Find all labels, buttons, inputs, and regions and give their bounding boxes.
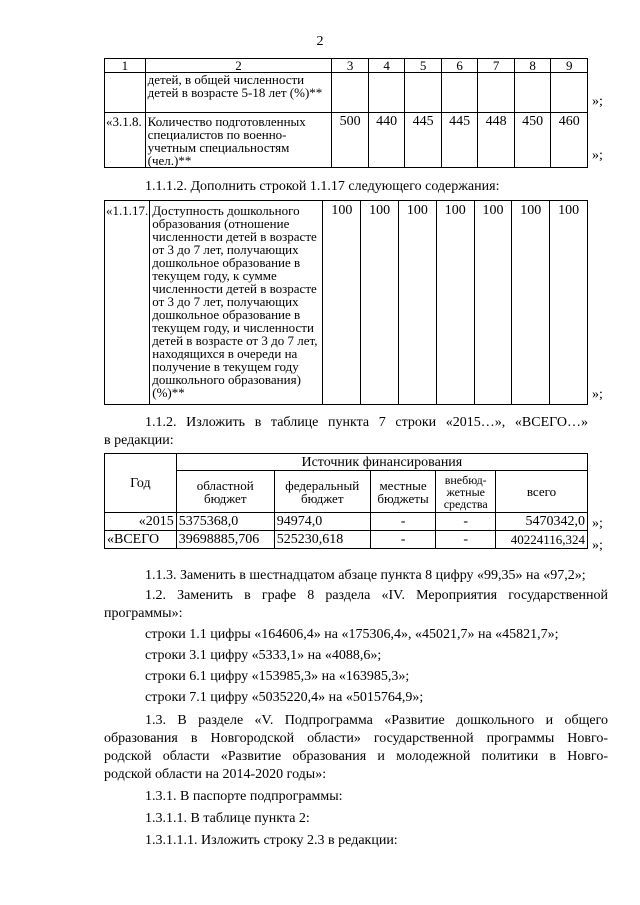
page-number: 2: [316, 34, 324, 49]
row-closing-mark: »;: [592, 148, 603, 163]
value-cell: 445: [441, 113, 478, 168]
row-code: «3.1.8.: [105, 113, 146, 168]
value-cell: 448: [478, 113, 515, 168]
table-header-row: [105, 454, 588, 471]
group-header: Источник финансирования: [176, 454, 587, 471]
paragraph: 1.1.2. Изложить в таблице пункта 7 строки «2015…», «ВСЕГО…»: [145, 415, 588, 430]
header-cell: 7: [478, 59, 515, 73]
column-header: областной бюджет: [176, 471, 274, 513]
row-closing-mark: »;: [592, 387, 603, 402]
paragraph: 1.3. В разделе «V. Подпрограмма «Развитие дошкольного и общего: [145, 713, 608, 728]
row-closing-mark: »;: [592, 516, 603, 531]
value-cell: -: [370, 513, 436, 531]
paragraph: программы»:: [104, 606, 183, 621]
table-row: [105, 201, 588, 405]
value-cell: -: [436, 531, 496, 549]
column-header: федеральный бюджет: [274, 471, 370, 513]
value-cell: 445: [405, 113, 442, 168]
value-cell: 460: [551, 113, 588, 168]
column-header: внебюд-жетные средства: [436, 471, 496, 513]
value-cell: 100: [550, 201, 588, 405]
paragraph: родской области «Развитие образования и молодежной политики в Новго-: [104, 749, 608, 764]
value-cell: 100: [399, 201, 437, 405]
paragraph: 1.3.1. В паспорте подпрограммы:: [145, 789, 343, 804]
paragraph: строки 3.1 цифру «5333,1» на «4088,6»;: [145, 648, 382, 663]
row-code: «1.1.17.: [105, 201, 150, 405]
row-closing-mark: »;: [592, 538, 603, 553]
value-cell: 100: [323, 201, 361, 405]
column-header: местные бюджеты: [370, 471, 436, 513]
financing-table: [104, 453, 588, 549]
year-cell: «2015: [105, 513, 177, 531]
value-cell: 5470342,0: [496, 513, 588, 531]
paragraph: образования в Новгородской области» государственной программы Новго-: [104, 731, 608, 746]
paragraph: строки 6.1 цифру «153985,3» на «163985,3»;: [145, 669, 410, 684]
new-indicator-table: [104, 200, 588, 405]
paragraph: 1.2. Заменить в графе 8 раздела «IV. Мероприятия государственной: [145, 588, 608, 603]
value-cell: 100: [361, 201, 399, 405]
paragraph: 1.1.1.2. Дополнить строкой 1.1.17 следующего содержания:: [145, 179, 500, 194]
table-row: [105, 531, 588, 549]
year-header: Год: [105, 454, 177, 513]
column-header: всего: [496, 471, 588, 513]
indicator-text: детей, в общей численности детей в возрасте 5-18 лет (%)**: [145, 73, 332, 113]
header-cell: 2: [145, 59, 332, 73]
value-cell: 100: [436, 201, 474, 405]
value-cell: -: [436, 513, 496, 531]
value-cell: 100: [474, 201, 512, 405]
paragraph: родской области на 2014-2020 годы»:: [104, 767, 327, 782]
year-cell: «ВСЕГО: [105, 531, 177, 549]
value-cell: 450: [514, 113, 551, 168]
value-cell: 500: [332, 113, 369, 168]
indicator-text: Доступность дошкольного образования (отношение численности детей в возрасте от 3 до 7 лет, получающих дошкольное образование в текущем году, к сумме численности детей в возрасте от 3 до 7 лет, получающих дошкольное образование в текущем году, и численности детей в возрасте от 3 до 7 лет, находящихся в очереди на получение в текущем году дошкольного образования) (%)**: [150, 201, 323, 405]
value-cell: 39698885,706: [176, 531, 274, 549]
value-cell: 525230,618: [274, 531, 370, 549]
indicator-text: Количество подготовленных специалистов по военно-учетным специальностям (чел.)**: [145, 113, 332, 168]
paragraph: строки 1.1 цифры «164606,4» на «175306,4», «45021,7» на «45821,7»;: [145, 627, 559, 642]
paragraph: в редакции:: [104, 433, 174, 448]
row-closing-mark: »;: [592, 94, 603, 109]
paragraph: 1.3.1.1.1. Изложить строку 2.3 в редакции:: [145, 833, 398, 848]
header-cell: 4: [368, 59, 405, 73]
paragraph: 1.1.3. Заменить в шестнадцатом абзаце пункта 8 цифру «99,35» на «97,2»;: [145, 568, 586, 583]
value-cell: 94974,0: [274, 513, 370, 531]
value-cell: 5375368,0: [176, 513, 274, 531]
value-cell: -: [370, 531, 436, 549]
paragraph: 1.3.1.1. В таблице пункта 2:: [145, 811, 310, 826]
value-cell: 440: [368, 113, 405, 168]
header-cell: 5: [405, 59, 442, 73]
value-cell: 100: [512, 201, 550, 405]
header-cell: 6: [441, 59, 478, 73]
header-cell: 8: [514, 59, 551, 73]
table-row: [105, 113, 588, 168]
paragraph: строки 7.1 цифру «5035220,4» на «5015764,9»;: [145, 690, 424, 705]
table-header-row: [105, 471, 588, 513]
indicators-table: [104, 58, 588, 168]
value-cell: 40224116,324: [496, 531, 588, 549]
header-cell: 3: [332, 59, 369, 73]
header-cell: 1: [105, 59, 146, 73]
header-cell: 9: [551, 59, 588, 73]
table-row: [105, 513, 588, 531]
table-header-row: [105, 59, 588, 73]
table-row: [105, 73, 588, 113]
